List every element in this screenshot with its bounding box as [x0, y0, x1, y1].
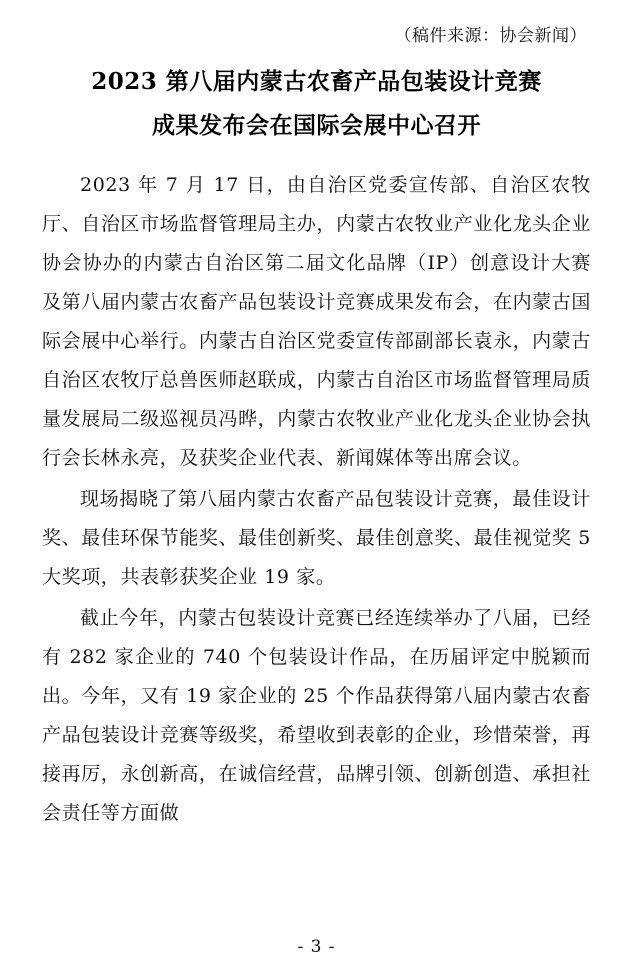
article-body [42, 166, 591, 833]
paragraph-2: 现场揭晓了第八届内蒙古农畜产品包装设计竞赛，最佳设计奖、最佳环保节能奖、最佳创新奖、最佳创意奖、最佳视觉奖 5 大奖项，共表彰获奖企业 19 家。 [42, 488, 591, 588]
page-title-line-1: 2023 第八届内蒙古农畜产品包装设计竞赛 [91, 68, 542, 95]
article-source: （稿件来源：协会新闻） [394, 26, 587, 46]
paragraph-1: 2023 年 7 月 17 日，由自治区党委宣传部、自治区农牧厅、自治区市场监督管理局主办，内蒙古农牧业产业化龙头企业协会协办的内蒙古自治区第二届文化品牌（IP）创意设计大赛及第八届内蒙古农畜产品包装设计竞赛成果发布会，在内蒙古国际会展中心举行。内蒙古自治区党委宣传部副部长袁永，内蒙古自治区农牧厅总兽医师赵联成，内蒙古自治区市场监督管理局质量发展局二级巡视员冯晔，内蒙古农牧业产业化龙头企业协会执行会长林永亮，及获奖企业代表、新闻媒体等出席会议。 [42, 174, 591, 469]
page-title [42, 60, 591, 148]
page-number: - 3 - [297, 937, 336, 957]
page-title-line-2: 成果发布会在国际会展中心召开 [152, 112, 481, 139]
paragraph-3: 截止今年，内蒙古包装设计竞赛已经连续举办了八届，已经有 282 家企业的 740 个包装设计作品，在历届评定中脱颖而出。今年，又有 19 家企业的 25 个作品获得第八届内蒙古农畜产品包装设计竞赛等级奖，希望收到表彰的企业，珍惜荣誉，再接再厉，永创新高，在诚信经营，品牌引领、创新创造、承担社会责任等方面做 [42, 607, 591, 824]
